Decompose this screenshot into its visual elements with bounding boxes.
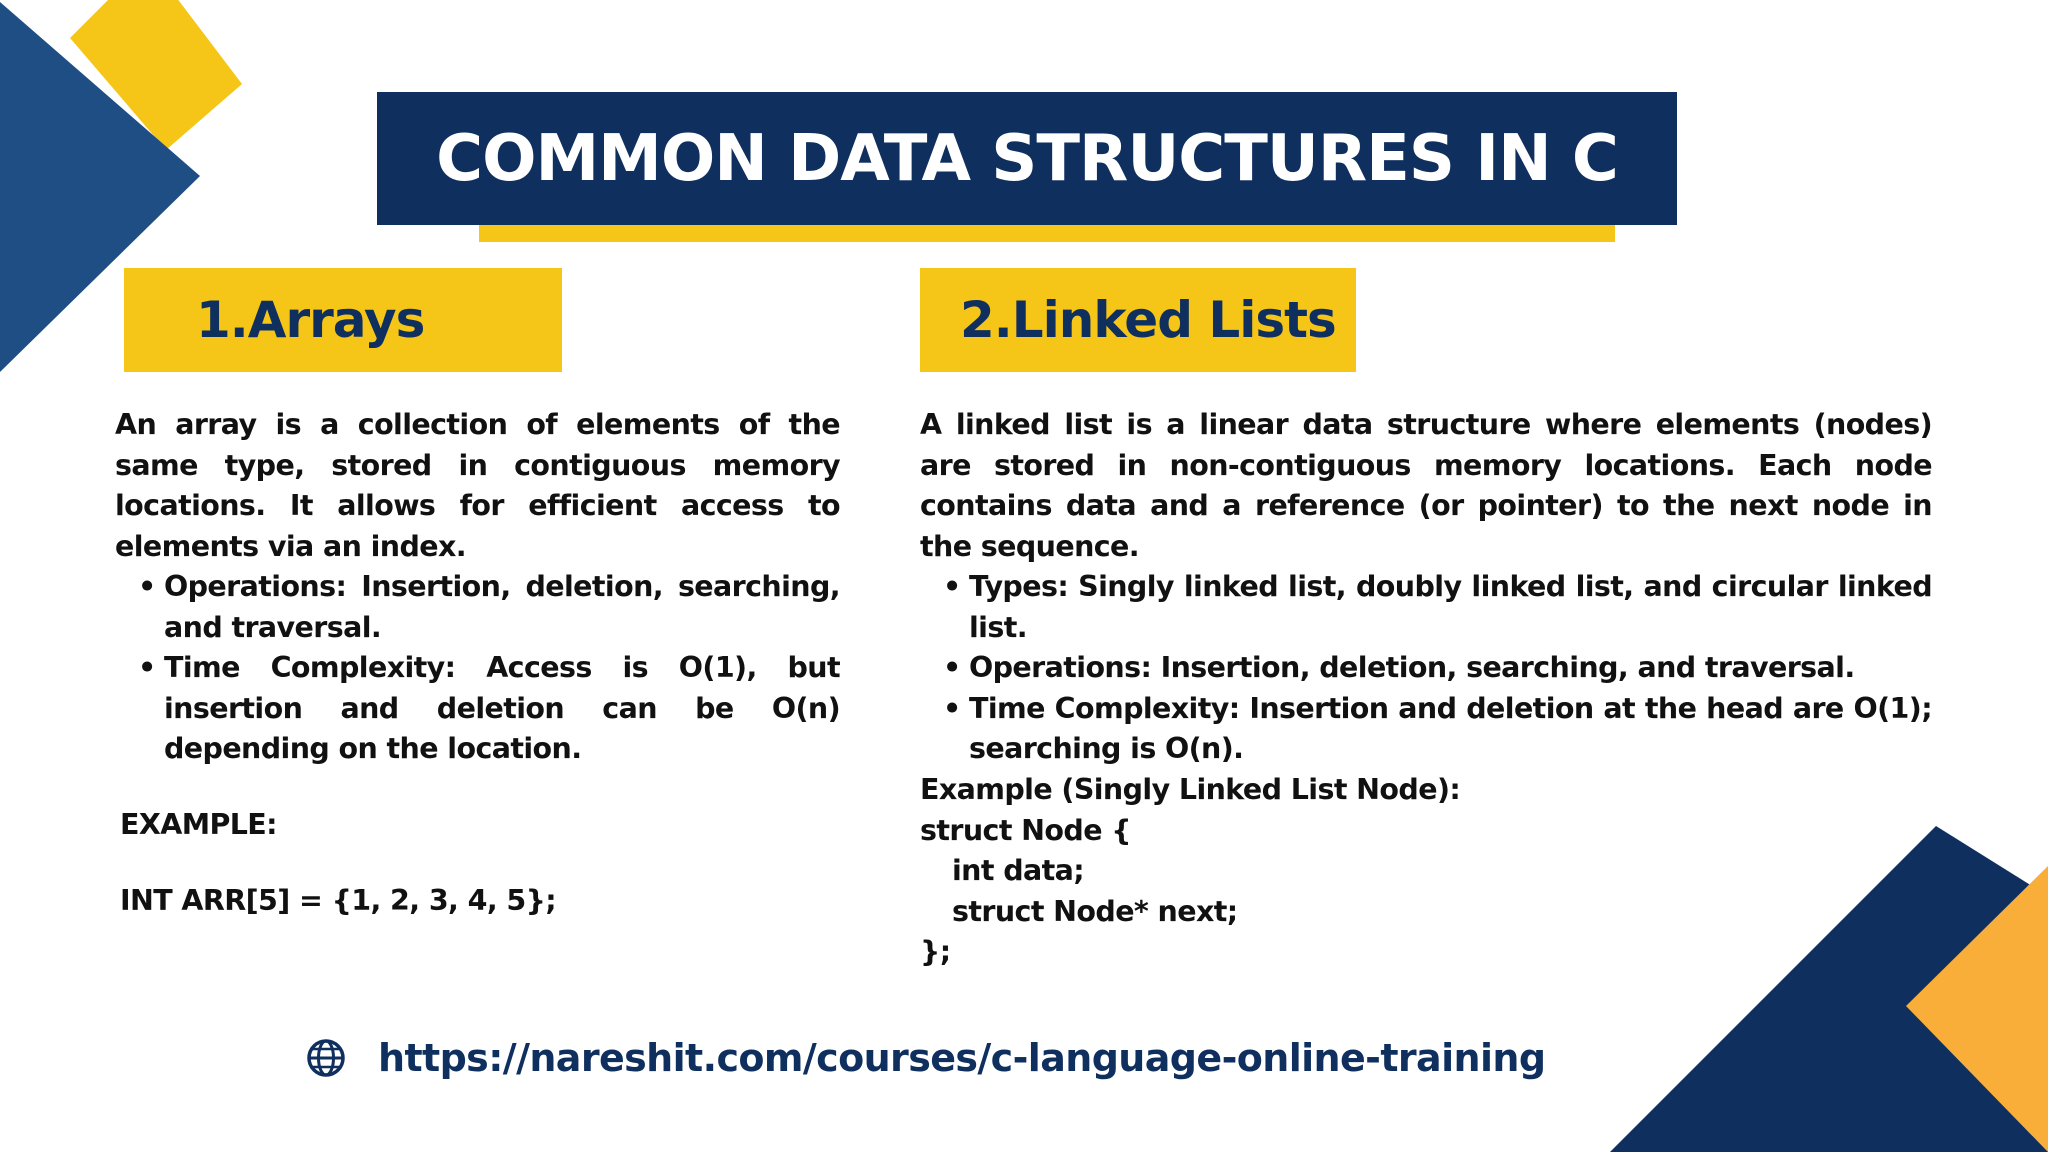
linked-lists-section-header — [920, 268, 1356, 372]
code-line: int data; — [952, 854, 1085, 887]
arrays-section-header — [124, 268, 562, 372]
arrays-heading: 1.Arrays — [196, 291, 425, 349]
globe-icon — [306, 1038, 346, 1078]
arrays-bullet-time-complexity: • Time Complexity: Access is O(1), but insertion and deletion can be O(n) depending on the location. — [164, 648, 840, 770]
title-underline-bar — [479, 224, 1615, 242]
arrays-bullet-list — [115, 567, 840, 770]
linked-lists-bullet-time-complexity: • Time Complexity: Insertion and deletion at the head are O(1); searching is O(n). — [969, 689, 1932, 770]
code-line: struct Node* next; — [952, 894, 1238, 928]
arrays-example-code: INT ARR[5] = {1, 2, 3, 4, 5}; — [120, 884, 557, 917]
footer-url-link[interactable]: https://nareshit.com/courses/c-language-online-training — [378, 1036, 1546, 1080]
bottom-right-decoration — [1610, 826, 2048, 1152]
arrays-bullet-operations: • Operations: Insertion, deletion, searching, and traversal. — [164, 567, 840, 648]
linked-lists-description: A linked list is a linear data structure where elements (nodes) are stored in non-contiguous memory locations. Each node contains data and a reference (or pointer) to the next node in the sequence. — [920, 408, 1932, 563]
linked-lists-bullet-types: • Types: Singly linked list, doubly linked list, and circular linked list. — [969, 567, 1932, 648]
linked-lists-bullet-list — [920, 567, 1932, 770]
page-title: COMMON DATA STRUCTURES IN C — [436, 121, 1618, 196]
linked-lists-heading: 2.Linked Lists — [960, 291, 1336, 349]
linked-lists-bullet-operations: • Operations: Insertion, deletion, searching, and traversal. — [969, 648, 1932, 689]
arrays-example-label: EXAMPLE: — [120, 808, 277, 841]
title-banner — [377, 92, 1677, 225]
linked-lists-column — [920, 405, 1932, 770]
code-line: struct Node { — [920, 813, 1131, 847]
code-line: }; — [920, 935, 951, 968]
footer — [306, 1028, 1545, 1088]
linked-lists-example-label: Example (Singly Linked List Node): — [920, 773, 1461, 806]
arrays-description: An array is a collection of elements of the same type, stored in contiguous memory locations. It allows for efficient access to elements via an index. — [115, 408, 840, 563]
linked-lists-example — [920, 770, 1460, 973]
arrays-column — [115, 405, 840, 770]
